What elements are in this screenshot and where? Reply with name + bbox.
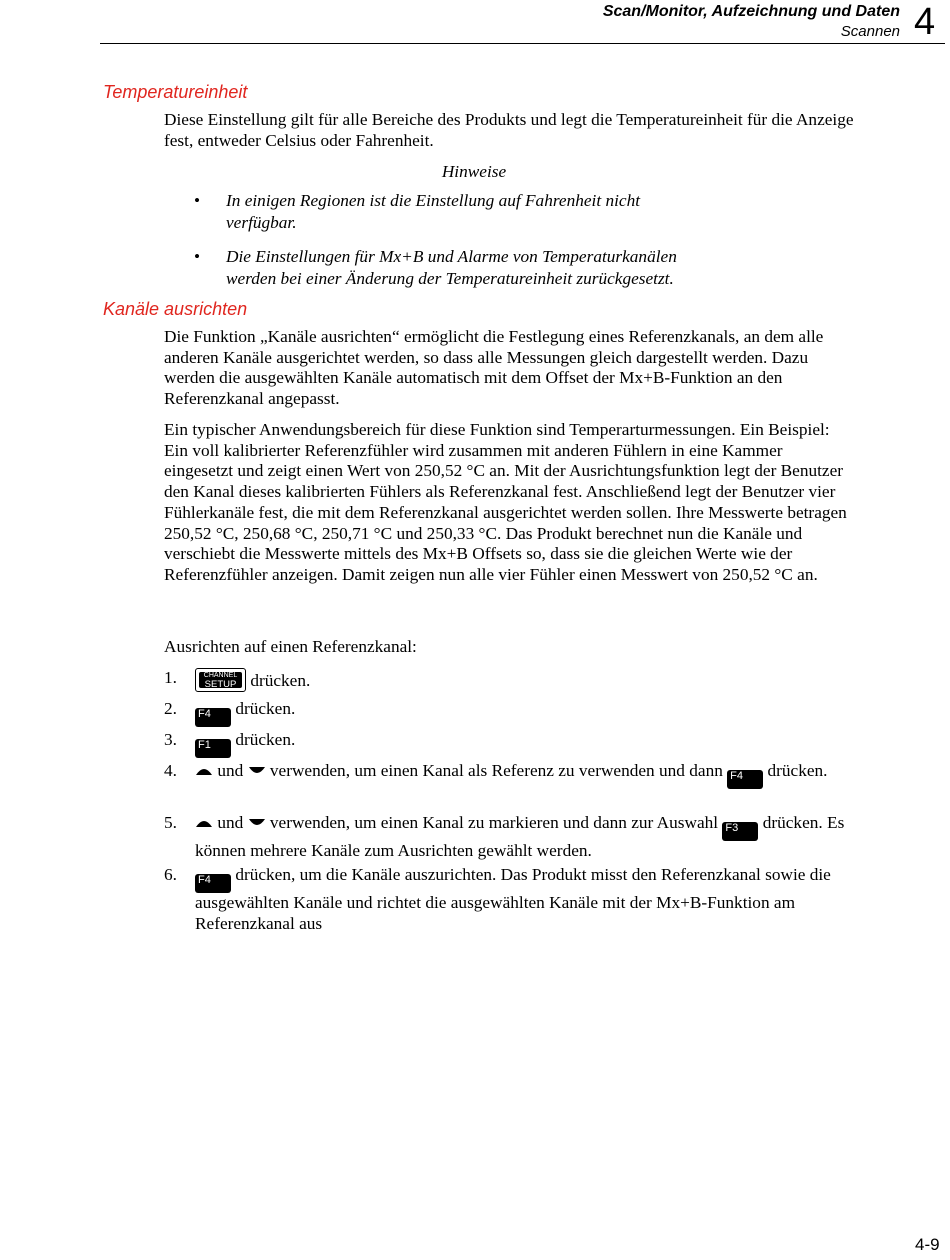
step-body: F1 drücken.: [195, 730, 854, 758]
note-item: [194, 190, 714, 234]
arrow-down-key-icon[interactable]: [248, 766, 266, 776]
step-number: 6.: [164, 865, 177, 884]
kanaele-paragraph-1: Die Funktion „Kanäle ausrichten“ ermöglicht die Festlegung eines Referenzkanals, an dem alle anderen Kanäle ausgerichtet werden, so dass alle Messungen gleich dargestellt werden. Dazu werden die ausgewählten Kanäle automatisch mit dem Offset der Mx+B-Funktion an den Referenzkanal angepasst.: [164, 327, 824, 409]
channel-setup-key[interactable]: CHANNEL SETUP: [195, 668, 246, 692]
temperatureinheit-paragraph: Diese Einstellung gilt für alle Bereiche des Produkts und legt die Temperatureinheit für die Anzeige fest, entweder Celsius oder Fahrenheit.: [164, 110, 854, 150]
step-5: [164, 813, 854, 862]
chapter-number: 4: [914, 1, 936, 43]
f4-key[interactable]: F4: [727, 770, 763, 789]
chapter-title: Scan/Monitor, Aufzeichnung und Daten: [602, 3, 900, 20]
arrow-down-key-icon[interactable]: [248, 818, 266, 828]
step-4: [164, 761, 854, 789]
step-number: 5.: [164, 813, 177, 832]
bullet-icon: •: [194, 247, 201, 266]
heading-temperatureinheit: Temperatureinheit: [103, 82, 248, 102]
f3-key[interactable]: F3: [722, 822, 758, 841]
f4-key[interactable]: F4: [195, 874, 231, 893]
steps-intro: Ausrichten auf einen Referenzkanal:: [164, 637, 417, 656]
note-text: Die Einstellungen für Mx+B und Alarme von Temperaturkanälen werden bei einer Änderung der Temperatureinheit zurückgesetzt.: [226, 247, 677, 288]
section-subtitle: Scannen: [840, 23, 900, 40]
note-item: [194, 246, 714, 290]
note-text: In einigen Regionen ist die Einstellung auf Fahrenheit nicht verfügbar.: [226, 191, 641, 232]
step-6: [164, 865, 854, 934]
step-body: F4 drücken, um die Kanäle auszurichten. Das Produkt misst den Referenzkanal sowie die ausgewählten Kanäle und richtet die ausgewählten Kanäle mit der Mx+B-Funktion am Referenzkanal aus: [195, 865, 831, 933]
f4-key[interactable]: F4: [195, 708, 231, 727]
step-number: 1.: [164, 668, 177, 687]
step-3: [164, 730, 854, 758]
heading-kanaele-ausrichten: Kanäle ausrichten: [103, 299, 248, 319]
page-header: [0, 0, 950, 46]
step-body: und verwenden, um einen Kanal zu markieren und dann zur Auswahl F3 drücken. Es können mehrere Kanäle zum Ausrichten gewählt werden.: [195, 813, 845, 860]
arrow-up-key-icon[interactable]: [195, 766, 213, 776]
step-2: [164, 699, 854, 727]
f1-key[interactable]: F1: [195, 739, 231, 758]
bullet-icon: •: [194, 191, 201, 210]
page-number: 4-9: [915, 1235, 940, 1254]
notes-title: Hinweise: [441, 162, 507, 181]
step-body: und verwenden, um einen Kanal als Referenz zu verwenden und dann F4 drücken.: [195, 761, 854, 789]
step-body: F4 drücken.: [195, 699, 854, 727]
step-number: 4.: [164, 761, 177, 780]
kanaele-paragraph-2: Ein typischer Anwendungsbereich für diese Funktion sind Temperarturmessungen. Ein Beispiel: Ein voll kalibrierter Referenzfühler wird zusammen mit anderen Fühlern in eine Kammer eingesetzt und zeigt einen Wert von 250,52 °C an. Mit der Ausrichtungsfunktion legt der Benutzer den Kanal dieses kalibrierten Fühlers als Referenzkanal fest. Anschließend legt der Benutzer vier Fühlerkanäle fest, die mit dem Referenzkanal ausgerichtet werden sollen. Ihre Messwerte betragen 250,52 °C, 250,68 °C, 250,71 °C und 250,33 °C. Das Produkt berechnet nun die Kanäle und verschiebt die Messwerte mittels des Mx+B Offsets so, dass sie die gleichen Werte wie der Referenzfühler anzeigen. Damit zeigen nun alle vier Fühler einen Messwert von 250,52 °C an.: [164, 420, 847, 584]
step-1: [164, 668, 854, 692]
step-body: CHANNEL SETUP drücken.: [195, 668, 854, 692]
step-number: 2.: [164, 699, 177, 718]
arrow-up-key-icon[interactable]: [195, 818, 213, 828]
header-divider: [100, 43, 945, 44]
step-number: 3.: [164, 730, 177, 749]
